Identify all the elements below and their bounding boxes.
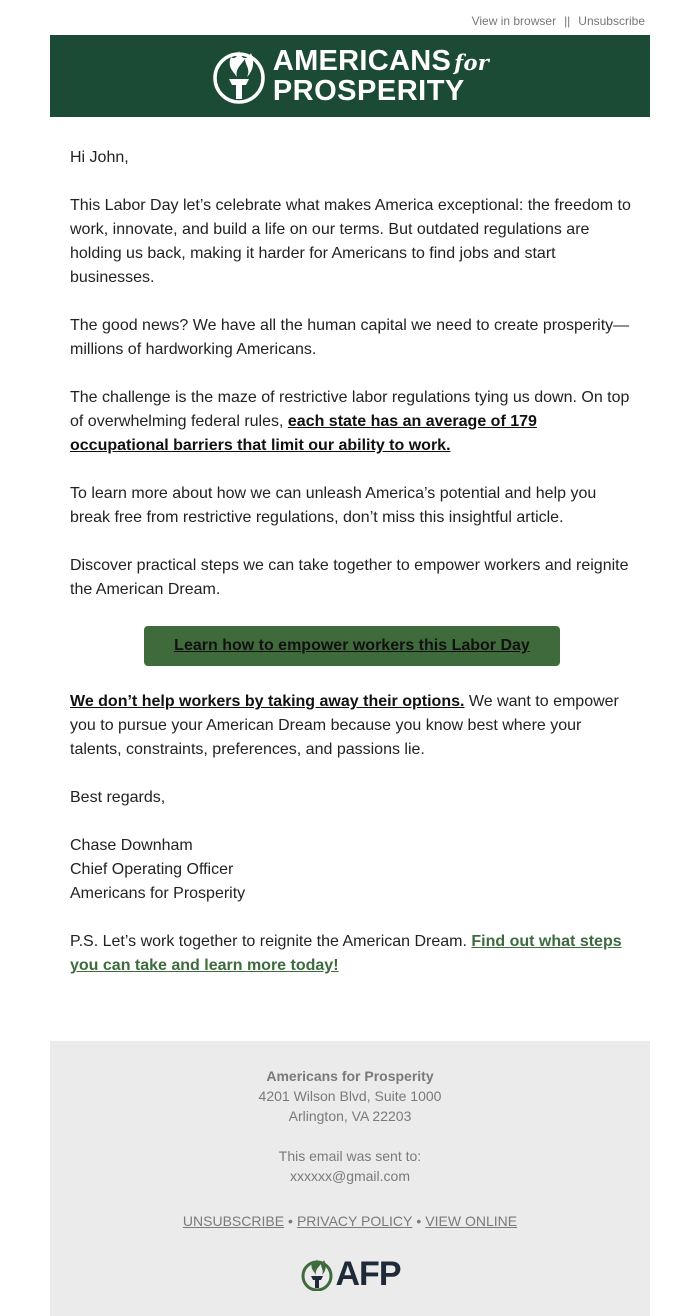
footer-view-online-link[interactable]: VIEW ONLINE — [425, 1213, 518, 1229]
preheader — [472, 14, 645, 28]
torch-icon — [300, 1257, 334, 1291]
logo-for: for — [454, 49, 490, 75]
paragraph-discover: Discover practical steps we can take together to empower workers and reignite the American Dream. — [70, 557, 629, 598]
afp-wordmark: AFP — [335, 1255, 401, 1293]
postscript-link[interactable]: Find out what steps you can take and learn more today! — [70, 933, 622, 974]
occupational-barriers-link[interactable]: each state has an average of 179 occupational barriers that limit our ability to work. — [70, 413, 537, 454]
signature-name: Chase Downham — [70, 837, 193, 854]
signature-title: Chief Operating Officer — [70, 861, 234, 878]
signature — [70, 834, 635, 906]
challenge-text: The challenge is the maze of restrictive labor regulations tying us down. On top of overwhelming federal rules, — [70, 389, 630, 430]
afp-logo[interactable] — [211, 44, 490, 107]
logo-prosperity: PROSPERITY — [272, 74, 465, 107]
cta-container — [69, 626, 635, 666]
options-text: We want to empower you to pursue your American Dream because you know best where your talents, constraints, preferences, and passions lie. — [70, 693, 619, 758]
preheader-separator: || — [564, 14, 571, 28]
footer-links — [50, 1211, 650, 1231]
logo-americans: AMERICANS — [272, 44, 452, 77]
paragraph-challenge — [70, 386, 635, 458]
header-banner — [50, 35, 650, 117]
footer-unsubscribe-link[interactable]: UNSUBSCRIBE — [182, 1213, 285, 1229]
paragraph-intro: This Labor Day let’s celebrate what makes America exceptional: the freedom to work, innovate, and build a life on our terms. But outdated regulations are holding us back, making it harder for Americans to find jobs and start businesses. — [70, 197, 631, 286]
footer-afp-logo[interactable] — [50, 1257, 650, 1291]
signature-org: Americans for Prosperity — [70, 885, 246, 902]
footer — [50, 1041, 650, 1316]
unsubscribe-link-top[interactable]: Unsubscribe — [578, 14, 645, 28]
cta-button[interactable]: Learn how to empower workers this Labor Day — [144, 626, 560, 666]
footer-email: xxxxxx@gmail.com — [289, 1168, 410, 1184]
paragraph-options — [70, 690, 635, 762]
signoff: Best regards, — [70, 789, 166, 806]
footer-address-line1: 4201 Wilson Blvd, Suite 1000 — [258, 1088, 442, 1104]
postscript-text: P.S. Let’s work together to reignite the American Dream. — [70, 933, 472, 950]
options-link[interactable]: We don’t help workers by taking away their options. — [70, 693, 465, 710]
postscript — [70, 930, 635, 978]
email-body — [70, 146, 635, 1002]
paragraph-good-news: The good news? We have all the human capital we need to create prosperity—millions of hardworking Americans. — [70, 317, 630, 358]
logo-wordmark — [272, 44, 490, 107]
footer-link-separator: • — [416, 1213, 422, 1229]
footer-org-name: Americans for Prosperity — [266, 1068, 434, 1084]
footer-privacy-policy-link[interactable]: PRIVACY POLICY — [296, 1213, 413, 1229]
view-in-browser-link[interactable]: View in browser — [471, 14, 557, 28]
torch-icon — [211, 47, 267, 105]
footer-sent-to-label: This email was sent to: — [278, 1148, 422, 1164]
paragraph-learn-more: To learn more about how we can unleash America’s potential and help you break free from restrictive regulations, don’t miss this insightful article. — [70, 485, 597, 526]
footer-address-line2: Arlington, VA 22203 — [288, 1108, 412, 1124]
footer-link-separator: • — [288, 1213, 293, 1229]
greeting: Hi John, — [70, 149, 129, 166]
